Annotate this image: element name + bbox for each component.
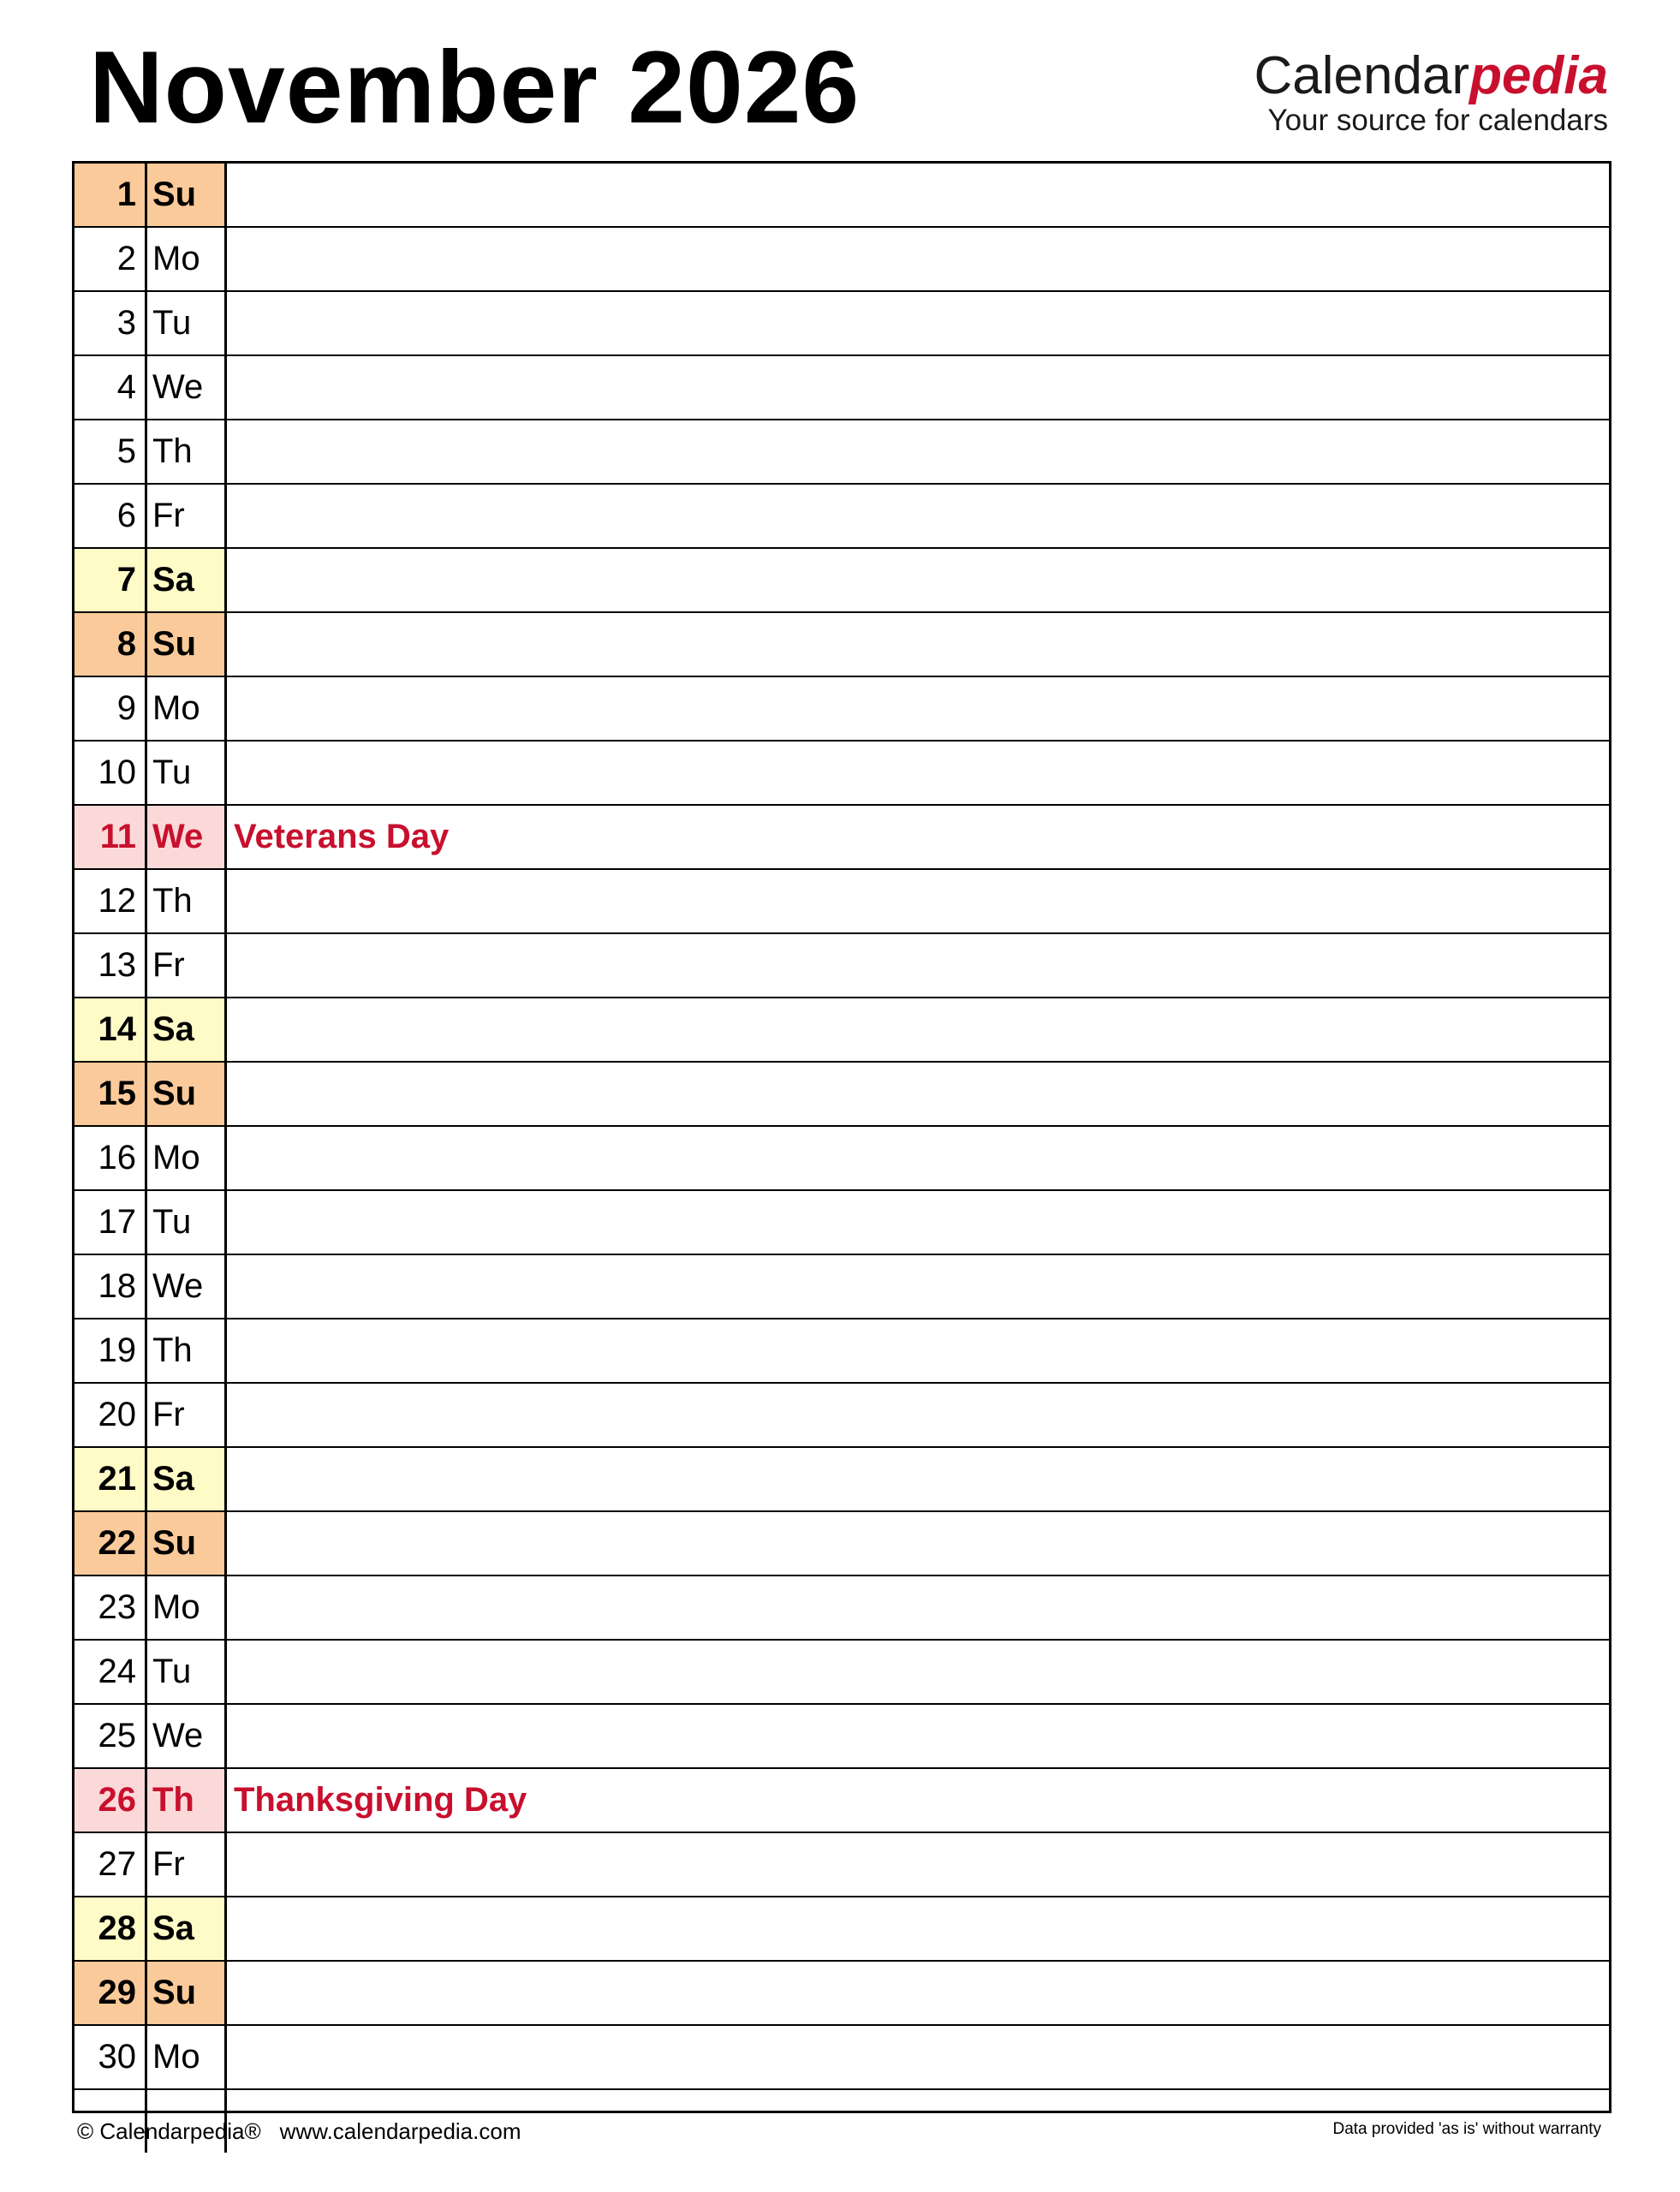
calendar-row	[74, 1897, 1609, 1961]
day-number: 5	[74, 420, 146, 484]
day-note[interactable]	[226, 998, 1610, 1062]
day-number: 9	[74, 676, 146, 741]
calendar-row	[74, 1319, 1609, 1383]
day-note[interactable]	[226, 1190, 1610, 1254]
day-number: 10	[74, 741, 146, 805]
day-of-week: Tu	[146, 291, 226, 355]
calendar-row	[74, 227, 1609, 291]
calendar-row	[74, 548, 1609, 612]
brand-logo	[1254, 46, 1608, 137]
calendar-row	[74, 484, 1609, 548]
calendar-row	[74, 1511, 1609, 1576]
day-number: 18	[74, 1254, 146, 1319]
footer-copyright: © Calendarpedia®	[77, 2118, 261, 2144]
calendar-row	[74, 1126, 1609, 1190]
calendar-row	[74, 1190, 1609, 1254]
day-of-week: Sa	[146, 998, 226, 1062]
day-number: 11	[74, 805, 146, 869]
day-note[interactable]	[226, 420, 1610, 484]
day-number: 21	[74, 1447, 146, 1511]
calendar-row	[74, 612, 1609, 676]
day-number: 1	[74, 164, 146, 227]
day-number: 27	[74, 1832, 146, 1897]
calendar-row	[74, 420, 1609, 484]
day-number: 26	[74, 1768, 146, 1832]
day-number: 20	[74, 1383, 146, 1447]
calendar-row	[74, 805, 1609, 869]
day-number: 2	[74, 227, 146, 291]
calendar-table	[74, 164, 1609, 2153]
day-note[interactable]	[226, 2025, 1610, 2089]
day-of-week: Sa	[146, 1897, 226, 1961]
calendar-row	[74, 1961, 1609, 2025]
day-of-week: Mo	[146, 676, 226, 741]
footer-left	[77, 2118, 521, 2145]
day-of-week: Su	[146, 1961, 226, 2025]
day-number: 22	[74, 1511, 146, 1576]
calendar-row	[74, 933, 1609, 998]
day-of-week: Tu	[146, 1640, 226, 1704]
calendar-row	[74, 1383, 1609, 1447]
day-note[interactable]	[226, 612, 1610, 676]
calendar-grid	[72, 161, 1611, 2113]
day-note[interactable]	[226, 1704, 1610, 1768]
calendar-row	[74, 1640, 1609, 1704]
day-number: 23	[74, 1576, 146, 1640]
day-note[interactable]	[226, 676, 1610, 741]
day-note[interactable]	[226, 291, 1610, 355]
day-of-week: Mo	[146, 1576, 226, 1640]
day-of-week: Su	[146, 1511, 226, 1576]
calendar-row	[74, 869, 1609, 933]
day-note[interactable]	[226, 1961, 1610, 2025]
day-number: 13	[74, 933, 146, 998]
day-number: 12	[74, 869, 146, 933]
calendar-row	[74, 1062, 1609, 1126]
day-of-week: Su	[146, 164, 226, 227]
calendar-row	[74, 164, 1609, 227]
day-note[interactable]: Thanksgiving Day	[226, 1768, 1610, 1832]
calendar-row	[74, 998, 1609, 1062]
day-of-week: Mo	[146, 2025, 226, 2089]
day-of-week: We	[146, 355, 226, 420]
day-number: 25	[74, 1704, 146, 1768]
day-of-week: Su	[146, 612, 226, 676]
day-note[interactable]	[226, 1832, 1610, 1897]
day-of-week: We	[146, 1254, 226, 1319]
brand-name	[1254, 46, 1608, 105]
day-number: 15	[74, 1062, 146, 1126]
day-of-week: Th	[146, 869, 226, 933]
day-of-week: We	[146, 1704, 226, 1768]
day-of-week: Th	[146, 420, 226, 484]
footer-url[interactable]: www.calendarpedia.com	[279, 2118, 521, 2144]
day-of-week: Th	[146, 1319, 226, 1383]
day-of-week: Mo	[146, 1126, 226, 1190]
day-note[interactable]: Veterans Day	[226, 805, 1610, 869]
day-note[interactable]	[226, 1511, 1610, 1576]
day-note[interactable]	[226, 227, 1610, 291]
day-number: 16	[74, 1126, 146, 1190]
day-of-week: We	[146, 805, 226, 869]
day-note[interactable]	[226, 1126, 1610, 1190]
brand-name-accent: pedia	[1469, 46, 1608, 105]
day-note[interactable]	[226, 869, 1610, 933]
day-number: 24	[74, 1640, 146, 1704]
day-note[interactable]	[226, 1062, 1610, 1126]
day-note[interactable]	[226, 1447, 1610, 1511]
day-note[interactable]	[226, 1576, 1610, 1640]
brand-tagline: Your source for calendars	[1267, 104, 1608, 137]
day-note[interactable]	[226, 355, 1610, 420]
calendar-row	[74, 2025, 1609, 2089]
day-number: 6	[74, 484, 146, 548]
calendar-row	[74, 291, 1609, 355]
day-of-week: Su	[146, 1062, 226, 1126]
day-note[interactable]	[226, 1897, 1610, 1961]
day-note[interactable]	[226, 1383, 1610, 1447]
day-of-week: Sa	[146, 1447, 226, 1511]
brand-name-plain: Calendar	[1254, 46, 1470, 105]
day-of-week: Tu	[146, 741, 226, 805]
day-number: 28	[74, 1897, 146, 1961]
day-number: 17	[74, 1190, 146, 1254]
day-note[interactable]	[226, 1254, 1610, 1319]
day-note[interactable]	[226, 484, 1610, 548]
calendar-row	[74, 1576, 1609, 1640]
calendar-row	[74, 355, 1609, 420]
day-of-week: Fr	[146, 1832, 226, 1897]
day-number: 8	[74, 612, 146, 676]
calendar-row	[74, 1704, 1609, 1768]
day-of-week: Mo	[146, 227, 226, 291]
day-of-week: Fr	[146, 484, 226, 548]
footer-disclaimer: Data provided 'as is' without warranty	[1332, 2120, 1601, 2138]
day-note[interactable]	[226, 741, 1610, 805]
calendar-row	[74, 1254, 1609, 1319]
day-number: 7	[74, 548, 146, 612]
day-number: 4	[74, 355, 146, 420]
day-of-week: Fr	[146, 1383, 226, 1447]
calendar-row	[74, 1447, 1609, 1511]
day-note[interactable]	[226, 548, 1610, 612]
day-of-week: Tu	[146, 1190, 226, 1254]
day-number: 19	[74, 1319, 146, 1383]
calendar-row	[74, 1832, 1609, 1897]
day-of-week: Th	[146, 1768, 226, 1832]
day-note[interactable]	[226, 1640, 1610, 1704]
calendar-row	[74, 741, 1609, 805]
day-number: 3	[74, 291, 146, 355]
day-number: 14	[74, 998, 146, 1062]
day-of-week: Sa	[146, 548, 226, 612]
calendar-row	[74, 1768, 1609, 1832]
day-note[interactable]	[226, 164, 1610, 227]
day-number: 29	[74, 1961, 146, 2025]
day-note[interactable]	[226, 933, 1610, 998]
calendar-row	[74, 676, 1609, 741]
page-title: November 2026	[89, 30, 861, 145]
day-of-week: Fr	[146, 933, 226, 998]
day-note[interactable]	[226, 1319, 1610, 1383]
day-number: 30	[74, 2025, 146, 2089]
